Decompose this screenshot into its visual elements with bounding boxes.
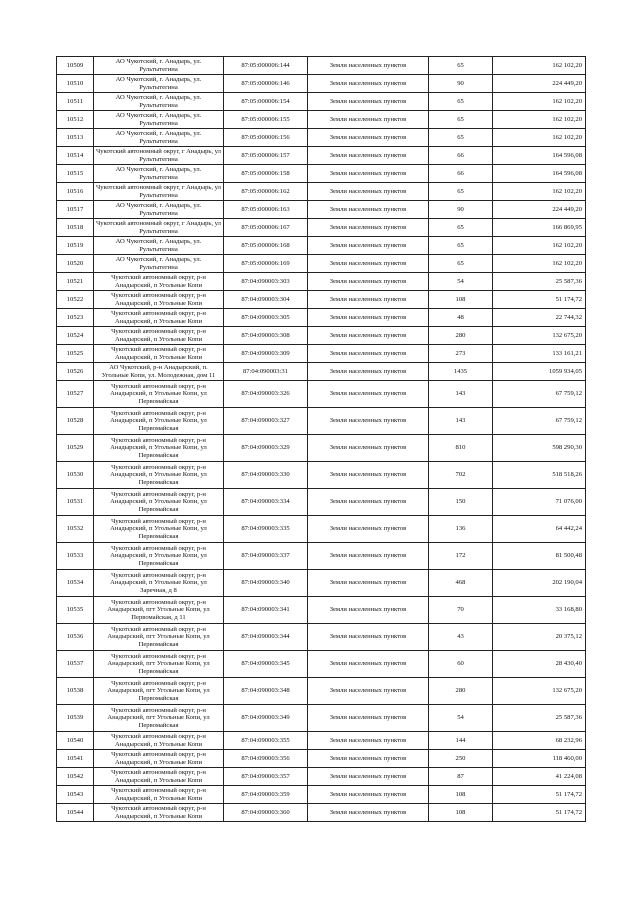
cadastral-value-cell: 20 375,12 xyxy=(493,624,586,651)
address-cell: Чукотский автономный округ, р-н Анадырский, п Угольные Копи xyxy=(94,291,224,309)
area-cell: 43 xyxy=(429,624,493,651)
area-cell: 65 xyxy=(429,57,493,75)
row-number-cell: 10529 xyxy=(57,435,94,462)
address-cell: Чукотский автономный округ, р-н Анадырский, пгт Угольные Копи, ул Первомайская xyxy=(94,624,224,651)
cadastral-number-cell: 87:04:090003:341 xyxy=(224,597,308,624)
row-number-cell: 10524 xyxy=(57,327,94,345)
table-row xyxy=(57,147,586,165)
area-cell: 250 xyxy=(429,750,493,768)
cadastral-number-cell: 87:05:000006:144 xyxy=(224,57,308,75)
land-category-cell: Земли населенных пунктов xyxy=(308,75,429,93)
cadastral-value-cell: 164 596,08 xyxy=(493,165,586,183)
address-cell: АО Чукотский, г. Анадырь, ул. Рультытегина xyxy=(94,129,224,147)
table-row xyxy=(57,291,586,309)
land-registry-table xyxy=(56,56,586,822)
cadastral-value-cell: 51 174,72 xyxy=(493,291,586,309)
address-cell: Чукотский автономный округ, р-н Анадырский, пгт Угольные Копи, ул Первомайская, д 11 xyxy=(94,597,224,624)
area-cell: 150 xyxy=(429,489,493,516)
address-cell: Чукотский автономный округ, р-н Анадырский, пгт Угольные Копи, ул Первомайская xyxy=(94,705,224,732)
land-category-cell: Земли населенных пунктов xyxy=(308,624,429,651)
cadastral-number-cell: 87:04:090003:357 xyxy=(224,768,308,786)
table-row xyxy=(57,237,586,255)
cadastral-value-cell: 51 174,72 xyxy=(493,786,586,804)
cadastral-number-cell: 87:04:090003:355 xyxy=(224,732,308,750)
land-category-cell: Земли населенных пунктов xyxy=(308,219,429,237)
cadastral-number-cell: 87:04:090003:334 xyxy=(224,489,308,516)
row-number-cell: 10526 xyxy=(57,363,94,381)
address-cell: Чукотский автономный округ, р-н Анадырский, п Угольные Копи, ул Первомайская xyxy=(94,543,224,570)
row-number-cell: 10520 xyxy=(57,255,94,273)
cadastral-number-cell: 87:04:090003:337 xyxy=(224,543,308,570)
address-cell: Чукотский автономный округ, р-н Анадырский, п Угольные Копи xyxy=(94,273,224,291)
address-cell: Чукотский автономный округ, р-н Анадырский, п Угольные Копи xyxy=(94,345,224,363)
table-row xyxy=(57,570,586,597)
area-cell: 108 xyxy=(429,291,493,309)
cadastral-number-cell: 87:04:090003:348 xyxy=(224,678,308,705)
land-category-cell: Земли населенных пунктов xyxy=(308,147,429,165)
cadastral-value-cell: 33 168,80 xyxy=(493,597,586,624)
cadastral-value-cell: 162 102,20 xyxy=(493,183,586,201)
land-category-cell: Земли населенных пунктов xyxy=(308,570,429,597)
table-row xyxy=(57,462,586,489)
address-cell: АО Чукотский, г. Анадырь, ул. Рультытегина xyxy=(94,201,224,219)
land-category-cell: Земли населенных пунктов xyxy=(308,345,429,363)
cadastral-value-cell: 67 759,12 xyxy=(493,408,586,435)
cadastral-number-cell: 87:04:090003:360 xyxy=(224,804,308,822)
table-row xyxy=(57,678,586,705)
table-row xyxy=(57,408,586,435)
area-cell: 65 xyxy=(429,237,493,255)
area-cell: 60 xyxy=(429,651,493,678)
area-cell: 280 xyxy=(429,678,493,705)
area-cell: 66 xyxy=(429,147,493,165)
row-number-cell: 10534 xyxy=(57,570,94,597)
land-category-cell: Земли населенных пунктов xyxy=(308,768,429,786)
cadastral-value-cell: 598 290,30 xyxy=(493,435,586,462)
table-row xyxy=(57,93,586,111)
table-row xyxy=(57,705,586,732)
cadastral-value-cell: 68 232,96 xyxy=(493,732,586,750)
address-cell: Чукотский автономный округ, р-н Анадырский, п Угольные Копи xyxy=(94,786,224,804)
table-row xyxy=(57,165,586,183)
table-row xyxy=(57,786,586,804)
row-number-cell: 10518 xyxy=(57,219,94,237)
cadastral-value-cell: 162 102,20 xyxy=(493,57,586,75)
land-category-cell: Земли населенных пунктов xyxy=(308,201,429,219)
table-row xyxy=(57,219,586,237)
land-category-cell: Земли населенных пунктов xyxy=(308,516,429,543)
row-number-cell: 10533 xyxy=(57,543,94,570)
area-cell: 48 xyxy=(429,309,493,327)
land-category-cell: Земли населенных пунктов xyxy=(308,678,429,705)
row-number-cell: 10514 xyxy=(57,147,94,165)
area-cell: 65 xyxy=(429,219,493,237)
address-cell: АО Чукотский, г. Анадырь, ул. Рультытегина xyxy=(94,57,224,75)
address-cell: Чукотский автономный округ, р-н Анадырский, пгт Угольные Копи, ул Первомайская xyxy=(94,651,224,678)
row-number-cell: 10542 xyxy=(57,768,94,786)
address-cell: Чукотский автономный округ, р-н Анадырский, п Угольные Копи xyxy=(94,327,224,345)
address-cell: Чукотский автономный округ, р-н Анадырский, п Угольные Копи, ул Первомайская xyxy=(94,408,224,435)
land-category-cell: Земли населенных пунктов xyxy=(308,291,429,309)
address-cell: Чукотский автономный округ, г Анадырь, ул Рультытегина xyxy=(94,219,224,237)
row-number-cell: 10544 xyxy=(57,804,94,822)
land-category-cell: Земли населенных пунктов xyxy=(308,309,429,327)
land-category-cell: Земли населенных пунктов xyxy=(308,435,429,462)
cadastral-number-cell: 87:05:000006:163 xyxy=(224,201,308,219)
cadastral-value-cell: 202 190,04 xyxy=(493,570,586,597)
area-cell: 810 xyxy=(429,435,493,462)
row-number-cell: 10516 xyxy=(57,183,94,201)
land-category-cell: Земли населенных пунктов xyxy=(308,462,429,489)
land-category-cell: Земли населенных пунктов xyxy=(308,597,429,624)
row-number-cell: 10523 xyxy=(57,309,94,327)
cadastral-number-cell: 87:04:090003:31 xyxy=(224,363,308,381)
address-cell: Чукотский автономный округ, г Анадырь, ул Рультытегина xyxy=(94,183,224,201)
cadastral-number-cell: 87:05:000006:158 xyxy=(224,165,308,183)
land-category-cell: Земли населенных пунктов xyxy=(308,111,429,129)
row-number-cell: 10525 xyxy=(57,345,94,363)
cadastral-value-cell: 25 587,36 xyxy=(493,705,586,732)
land-category-cell: Земли населенных пунктов xyxy=(308,57,429,75)
cadastral-value-cell: 132 675,20 xyxy=(493,327,586,345)
area-cell: 90 xyxy=(429,75,493,93)
area-cell: 108 xyxy=(429,786,493,804)
cadastral-value-cell: 164 596,08 xyxy=(493,147,586,165)
area-cell: 144 xyxy=(429,732,493,750)
area-cell: 273 xyxy=(429,345,493,363)
cadastral-number-cell: 87:05:000006:169 xyxy=(224,255,308,273)
area-cell: 87 xyxy=(429,768,493,786)
area-cell: 468 xyxy=(429,570,493,597)
cadastral-value-cell: 51 174,72 xyxy=(493,804,586,822)
table-row xyxy=(57,750,586,768)
row-number-cell: 10528 xyxy=(57,408,94,435)
table-row xyxy=(57,597,586,624)
row-number-cell: 10541 xyxy=(57,750,94,768)
cadastral-value-cell: 71 076,00 xyxy=(493,489,586,516)
land-category-cell: Земли населенных пунктов xyxy=(308,273,429,291)
table-row xyxy=(57,183,586,201)
table-row xyxy=(57,624,586,651)
row-number-cell: 10537 xyxy=(57,651,94,678)
address-cell: АО Чукотский, г. Анадырь, ул. Рультытегина xyxy=(94,255,224,273)
land-category-cell: Земли населенных пунктов xyxy=(308,129,429,147)
row-number-cell: 10517 xyxy=(57,201,94,219)
cadastral-number-cell: 87:05:000006:162 xyxy=(224,183,308,201)
table-row xyxy=(57,309,586,327)
cadastral-value-cell: 67 759,12 xyxy=(493,381,586,408)
address-cell: АО Чукотский, г. Анадырь, ул. Рультытегина xyxy=(94,237,224,255)
table-row xyxy=(57,651,586,678)
area-cell: 702 xyxy=(429,462,493,489)
cadastral-number-cell: 87:04:090003:309 xyxy=(224,345,308,363)
row-number-cell: 10513 xyxy=(57,129,94,147)
address-cell: Чукотский автономный округ, р-н Анадырский, п Угольные Копи xyxy=(94,732,224,750)
cadastral-value-cell: 22 744,32 xyxy=(493,309,586,327)
cadastral-value-cell: 224 449,20 xyxy=(493,201,586,219)
table-row xyxy=(57,327,586,345)
land-category-cell: Земли населенных пунктов xyxy=(308,732,429,750)
land-category-cell: Земли населенных пунктов xyxy=(308,489,429,516)
address-cell: АО Чукотский, г. Анадырь, ул. Рультытегина xyxy=(94,165,224,183)
land-category-cell: Земли населенных пунктов xyxy=(308,543,429,570)
land-category-cell: Земли населенных пунктов xyxy=(308,327,429,345)
row-number-cell: 10512 xyxy=(57,111,94,129)
land-category-cell: Земли населенных пунктов xyxy=(308,750,429,768)
table-row xyxy=(57,489,586,516)
area-cell: 172 xyxy=(429,543,493,570)
table-row xyxy=(57,345,586,363)
cadastral-number-cell: 87:04:090003:359 xyxy=(224,786,308,804)
table-row xyxy=(57,57,586,75)
row-number-cell: 10530 xyxy=(57,462,94,489)
cadastral-value-cell: 162 102,20 xyxy=(493,111,586,129)
address-cell: АО Чукотский, г. Анадырь, ул. Рультытегина xyxy=(94,75,224,93)
table-row xyxy=(57,516,586,543)
address-cell: Чукотский автономный округ, р-н Анадырский, п Угольные Копи, ул Заречная, д 8 xyxy=(94,570,224,597)
area-cell: 1435 xyxy=(429,363,493,381)
table-row xyxy=(57,111,586,129)
document-page xyxy=(56,56,585,822)
land-category-cell: Земли населенных пунктов xyxy=(308,255,429,273)
address-cell: АО Чукотский, г. Анадырь, ул. Рультытегина xyxy=(94,111,224,129)
row-number-cell: 10539 xyxy=(57,705,94,732)
cadastral-value-cell: 81 500,48 xyxy=(493,543,586,570)
area-cell: 70 xyxy=(429,597,493,624)
area-cell: 136 xyxy=(429,516,493,543)
table-row xyxy=(57,381,586,408)
land-category-cell: Земли населенных пунктов xyxy=(308,804,429,822)
address-cell: АО Чукотский, р-н Анадырский, п. Угольные Копи, ул. Молодежная, дом 11 xyxy=(94,363,224,381)
land-category-cell: Земли населенных пунктов xyxy=(308,381,429,408)
row-number-cell: 10521 xyxy=(57,273,94,291)
land-category-cell: Земли населенных пунктов xyxy=(308,705,429,732)
address-cell: Чукотский автономный округ, р-н Анадырский, п Угольные Копи, ул Первомайская xyxy=(94,435,224,462)
table-row xyxy=(57,75,586,93)
cadastral-number-cell: 87:05:000006:154 xyxy=(224,93,308,111)
land-category-cell: Земли населенных пунктов xyxy=(308,363,429,381)
cadastral-value-cell: 162 102,20 xyxy=(493,237,586,255)
address-cell: Чукотский автономный округ, р-н Анадырский, п Угольные Копи xyxy=(94,804,224,822)
address-cell: АО Чукотский, г. Анадырь, ул. Рультытегина xyxy=(94,93,224,111)
row-number-cell: 10543 xyxy=(57,786,94,804)
cadastral-number-cell: 87:04:090003:356 xyxy=(224,750,308,768)
address-cell: Чукотский автономный округ, р-н Анадырский, п Угольные Копи xyxy=(94,750,224,768)
land-category-cell: Земли населенных пунктов xyxy=(308,786,429,804)
cadastral-value-cell: 224 449,20 xyxy=(493,75,586,93)
cadastral-value-cell: 132 675,20 xyxy=(493,678,586,705)
area-cell: 65 xyxy=(429,129,493,147)
cadastral-value-cell: 118 460,00 xyxy=(493,750,586,768)
table-row xyxy=(57,363,586,381)
cadastral-value-cell: 133 161,21 xyxy=(493,345,586,363)
cadastral-number-cell: 87:04:090003:308 xyxy=(224,327,308,345)
row-number-cell: 10536 xyxy=(57,624,94,651)
area-cell: 143 xyxy=(429,408,493,435)
cadastral-number-cell: 87:05:000006:155 xyxy=(224,111,308,129)
row-number-cell: 10532 xyxy=(57,516,94,543)
cadastral-number-cell: 87:05:000006:146 xyxy=(224,75,308,93)
land-category-cell: Земли населенных пунктов xyxy=(308,165,429,183)
area-cell: 280 xyxy=(429,327,493,345)
cadastral-value-cell: 25 587,36 xyxy=(493,273,586,291)
area-cell: 143 xyxy=(429,381,493,408)
cadastral-value-cell: 41 224,08 xyxy=(493,768,586,786)
cadastral-number-cell: 87:04:090003:327 xyxy=(224,408,308,435)
cadastral-number-cell: 87:04:090003:305 xyxy=(224,309,308,327)
table-row xyxy=(57,732,586,750)
row-number-cell: 10535 xyxy=(57,597,94,624)
row-number-cell: 10511 xyxy=(57,93,94,111)
row-number-cell: 10540 xyxy=(57,732,94,750)
table-row xyxy=(57,255,586,273)
area-cell: 54 xyxy=(429,705,493,732)
land-category-cell: Земли населенных пунктов xyxy=(308,237,429,255)
row-number-cell: 10527 xyxy=(57,381,94,408)
row-number-cell: 10515 xyxy=(57,165,94,183)
cadastral-number-cell: 87:05:000006:167 xyxy=(224,219,308,237)
table-row xyxy=(57,435,586,462)
address-cell: Чукотский автономный округ, р-н Анадырский, п Угольные Копи, ул Первомайская xyxy=(94,462,224,489)
cadastral-number-cell: 87:05:000006:168 xyxy=(224,237,308,255)
cadastral-number-cell: 87:04:090003:304 xyxy=(224,291,308,309)
land-category-cell: Земли населенных пунктов xyxy=(308,651,429,678)
land-category-cell: Земли населенных пунктов xyxy=(308,183,429,201)
area-cell: 65 xyxy=(429,183,493,201)
row-number-cell: 10509 xyxy=(57,57,94,75)
table-body xyxy=(57,57,586,822)
cadastral-number-cell: 87:04:090003:340 xyxy=(224,570,308,597)
address-cell: Чукотский автономный округ, р-н Анадырский, п Угольные Копи, ул Первомайская xyxy=(94,516,224,543)
area-cell: 65 xyxy=(429,111,493,129)
cadastral-value-cell: 162 102,20 xyxy=(493,129,586,147)
table-row xyxy=(57,201,586,219)
table-row xyxy=(57,129,586,147)
cadastral-number-cell: 87:04:090003:344 xyxy=(224,624,308,651)
cadastral-number-cell: 87:04:090003:326 xyxy=(224,381,308,408)
table-row xyxy=(57,768,586,786)
cadastral-number-cell: 87:04:090003:349 xyxy=(224,705,308,732)
area-cell: 65 xyxy=(429,255,493,273)
area-cell: 54 xyxy=(429,273,493,291)
cadastral-value-cell: 162 102,20 xyxy=(493,255,586,273)
cadastral-value-cell: 28 430,40 xyxy=(493,651,586,678)
table-row xyxy=(57,273,586,291)
cadastral-number-cell: 87:04:090003:303 xyxy=(224,273,308,291)
land-category-cell: Земли населенных пунктов xyxy=(308,93,429,111)
address-cell: Чукотский автономный округ, г Анадырь, ул Рультытегина xyxy=(94,147,224,165)
cadastral-number-cell: 87:04:090003:329 xyxy=(224,435,308,462)
land-category-cell: Земли населенных пунктов xyxy=(308,408,429,435)
cadastral-value-cell: 166 869,95 xyxy=(493,219,586,237)
cadastral-value-cell: 162 102,20 xyxy=(493,93,586,111)
row-number-cell: 10510 xyxy=(57,75,94,93)
row-number-cell: 10522 xyxy=(57,291,94,309)
address-cell: Чукотский автономный округ, р-н Анадырский, п Угольные Копи, ул Первомайская xyxy=(94,489,224,516)
cadastral-number-cell: 87:04:090003:335 xyxy=(224,516,308,543)
cadastral-number-cell: 87:05:000006:156 xyxy=(224,129,308,147)
cadastral-value-cell: 1059 934,05 xyxy=(493,363,586,381)
area-cell: 66 xyxy=(429,165,493,183)
address-cell: Чукотский автономный округ, р-н Анадырский, п Угольные Копи xyxy=(94,768,224,786)
area-cell: 65 xyxy=(429,93,493,111)
address-cell: Чукотский автономный округ, р-н Анадырский, п Угольные Копи, ул Первомайская xyxy=(94,381,224,408)
table-row xyxy=(57,804,586,822)
cadastral-value-cell: 64 442,24 xyxy=(493,516,586,543)
cadastral-value-cell: 518 518,26 xyxy=(493,462,586,489)
cadastral-number-cell: 87:04:090003:345 xyxy=(224,651,308,678)
table-row xyxy=(57,543,586,570)
address-cell: Чукотский автономный округ, р-н Анадырский, п Угольные Копи xyxy=(94,309,224,327)
cadastral-number-cell: 87:05:000006:157 xyxy=(224,147,308,165)
cadastral-number-cell: 87:04:090003:330 xyxy=(224,462,308,489)
area-cell: 108 xyxy=(429,804,493,822)
row-number-cell: 10531 xyxy=(57,489,94,516)
row-number-cell: 10519 xyxy=(57,237,94,255)
address-cell: Чукотский автономный округ, р-н Анадырский, пгт Угольные Копи, ул Первомайская xyxy=(94,678,224,705)
area-cell: 90 xyxy=(429,201,493,219)
row-number-cell: 10538 xyxy=(57,678,94,705)
